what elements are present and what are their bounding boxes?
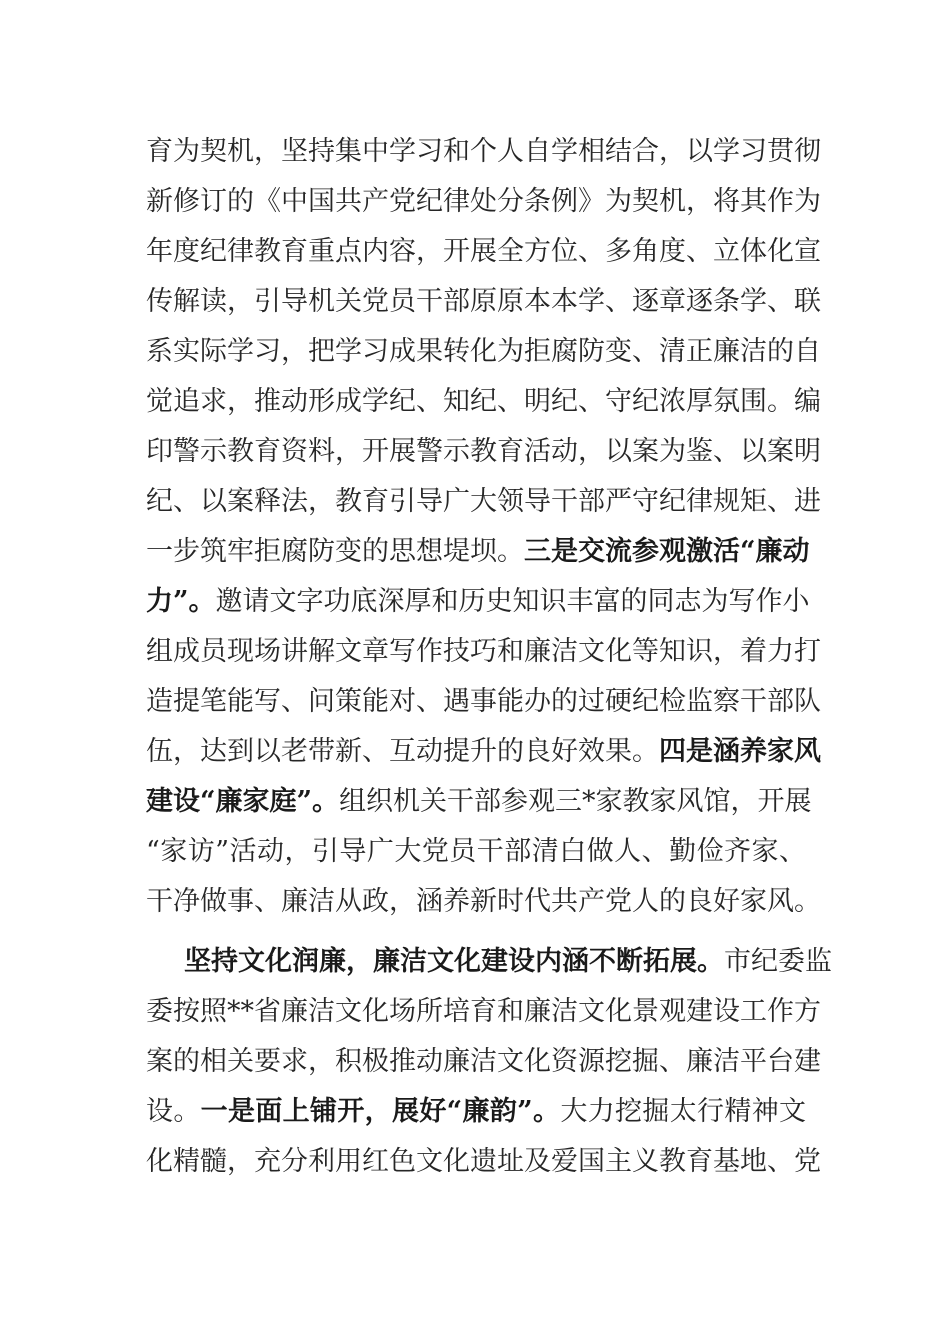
paragraph-1-line-9 [146,527,810,577]
paragraph-1-line-1: 育为契机，坚持集中学习和个人自学相结合，以学习贯彻 [146,136,821,167]
paragraph-1-line-7: 印警示教育资料，开展警示教育活动，以案为鉴、以案明 [146,436,821,467]
paragraph-1-line-13 [146,727,821,777]
line-text: 组织机关干部参观三*家教家风馆，开展 [339,786,812,817]
paragraph-1-line-16: 干净做事、廉洁从政，涵养新时代共产党人的良好家风。 [146,886,821,917]
paragraph-1-line-3: 年度纪律教育重点内容，开展全方位、多角度、立体化宣 [146,236,821,267]
paragraph-2-line-3: 案的相关要求，积极推动廉洁文化资源挖掘、廉洁平台建 [146,1046,821,1077]
bold-heading-four: 四是涵养家风 [659,736,821,767]
paragraph-1-line-2: 新修订的《中国共产党纪律处分条例》为契机，将其作为 [146,186,821,217]
paragraph-1-line-15: “家访”活动，引导广大党员干部清白做人、勤俭齐家、 [146,836,806,867]
line-text: 大力挖掘太行精神文 [560,1096,807,1127]
line-text: 伍，达到以老带新、互动提升的良好效果。 [146,736,659,767]
line-text: 设。 [146,1096,201,1127]
paragraph-2-line-2: 委按照**省廉洁文化场所培育和廉洁文化景观建设工作方 [146,996,821,1027]
paragraph-2-line-1 [184,937,832,987]
bold-heading-three: 三是交流参观激活“廉动 [524,536,810,567]
paragraph-2-line-4 [146,1087,806,1137]
bold-heading-three-end: 力”。 [146,586,216,617]
paragraph-2-line-5: 化精髓，充分利用红色文化遗址及爱国主义教育基地、党 [146,1146,821,1177]
paragraph-1-line-10 [146,577,810,627]
paragraph-1-line-11: 组成员现场讲解文章写作技巧和廉洁文化等知识，着力打 [146,636,821,667]
paragraph-1-line-5: 系实际学习，把学习成果转化为拒腐防变、清正廉洁的自 [146,336,821,367]
line-text: 市纪委监 [724,946,832,977]
bold-heading-one: 一是面上铺开，展好“廉韵”。 [200,1096,561,1127]
line-text: 邀请文字功底深厚和历史知识丰富的同志为写作小 [215,586,810,617]
line-text: 一步筑牢拒腐防变的思想堤坝。 [146,536,524,567]
paragraph-1-line-14 [146,777,812,827]
bold-section-heading: 坚持文化润廉，廉洁文化建设内涵不断拓展。 [184,946,724,977]
paragraph-1-line-6: 觉追求，推动形成学纪、知纪、明纪、守纪浓厚氛围。编 [146,386,821,417]
bold-heading-four-end: 建设“廉家庭”。 [146,786,340,817]
paragraph-1-line-8: 纪、以案释法，教育引导广大领导干部严守纪律规矩、进 [146,486,821,517]
paragraph-1-line-4: 传解读，引导机关党员干部原原本本学、逐章逐条学、联 [146,286,821,317]
paragraph-1-line-12: 造提笔能写、问策能对、遇事能办的过硬纪检监察干部队 [146,686,821,717]
